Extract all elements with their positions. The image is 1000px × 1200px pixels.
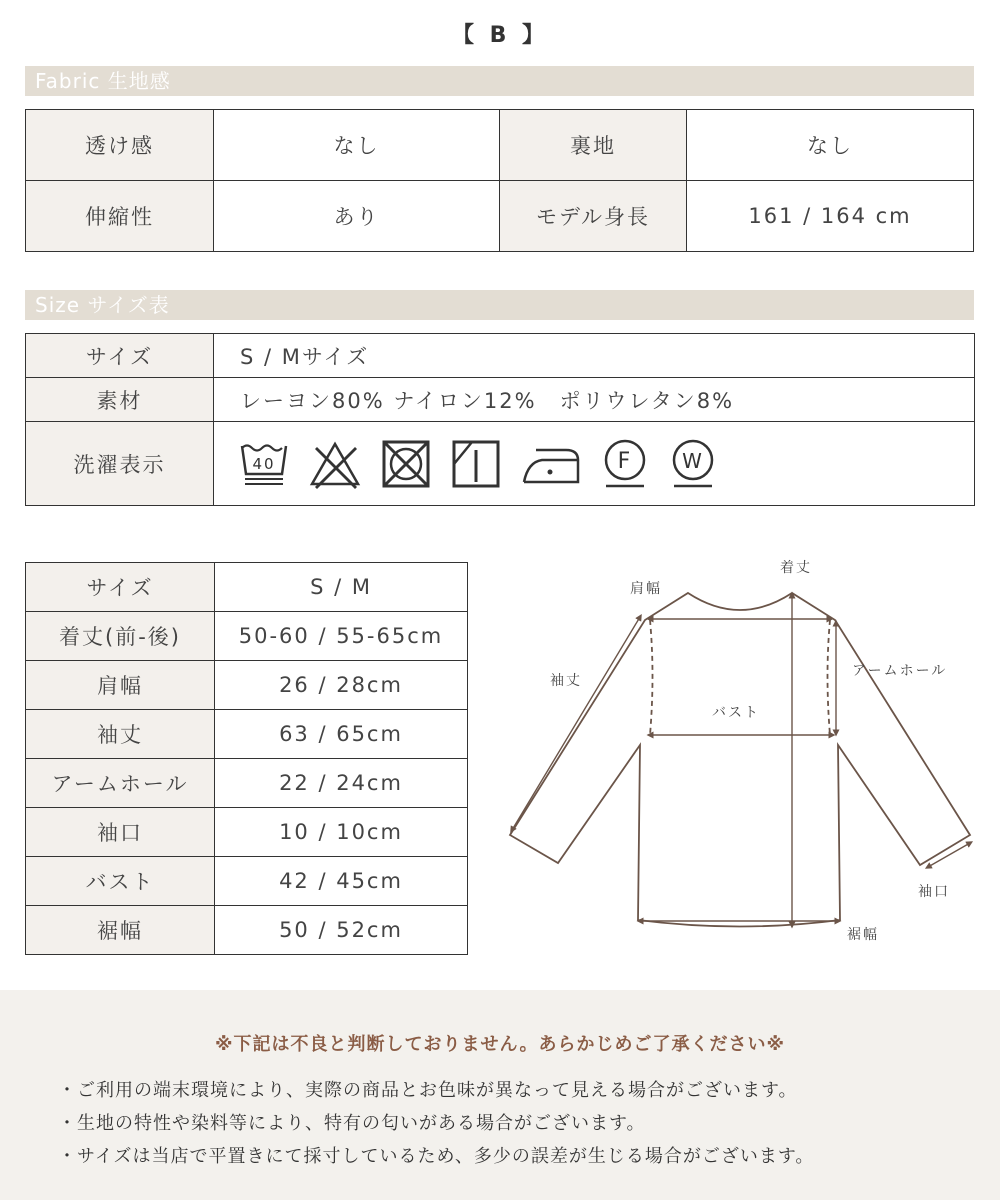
diagram-label-length: 着丈 xyxy=(780,560,812,576)
no-tumble-dry-icon xyxy=(380,438,432,490)
line-dry-shade-icon xyxy=(450,438,502,490)
page-title: 【 B 】 xyxy=(451,23,549,48)
garment-diagram xyxy=(500,545,980,955)
note-line: ・サイズは当店で平置きにて採寸しているため、多少の誤差が生じる場合がございます。 xyxy=(58,1146,815,1167)
garment-outline xyxy=(500,545,980,955)
dim-value: 50 / 52cm xyxy=(215,906,468,955)
no-bleach-icon xyxy=(308,438,362,490)
care-label: 洗濯表示 xyxy=(26,422,214,506)
dim-value: 10 / 10cm xyxy=(215,808,468,857)
dim-label: 裾幅 xyxy=(26,906,215,955)
wet-clean-w-icon xyxy=(668,438,718,490)
table-row xyxy=(26,661,468,710)
diagram-label-sleeve: 袖丈 xyxy=(550,673,582,689)
stretch-value: あり xyxy=(214,181,500,252)
table-row xyxy=(26,563,468,612)
dims-header-label: サイズ xyxy=(26,563,215,612)
care-icons-cell xyxy=(214,422,975,506)
care-icons xyxy=(214,438,974,490)
dims-header-value: S / M xyxy=(215,563,468,612)
dim-label: 肩幅 xyxy=(26,661,215,710)
note-line: ・生地の特性や染料等により、特有の匂いがある場合がございます。 xyxy=(58,1113,646,1134)
dim-value: 22 / 24cm xyxy=(215,759,468,808)
iron-low-icon xyxy=(520,438,582,490)
dim-label: アームホール xyxy=(26,759,215,808)
dim-value: 63 / 65cm xyxy=(215,710,468,759)
wash-40-icon xyxy=(238,438,290,490)
fabric-table xyxy=(25,109,974,252)
dim-label: バスト xyxy=(26,857,215,906)
note-line: ・ご利用の端末環境により、実際の商品とお色味が異なって見える場合がございます。 xyxy=(58,1080,798,1101)
fabric-section-heading: Fabric 生地感 xyxy=(25,66,974,96)
dim-value: 26 / 28cm xyxy=(215,661,468,710)
table-row xyxy=(26,612,468,661)
sheerness-value: なし xyxy=(214,110,500,181)
table-row xyxy=(26,181,974,252)
table-row xyxy=(26,110,974,181)
diagram-label-bust: バスト xyxy=(712,705,760,721)
dry-clean-f-icon xyxy=(600,438,650,490)
wash-temp-text: 40 xyxy=(252,454,276,473)
model-height-value: 161 / 164 cm xyxy=(687,181,974,252)
stretch-label: 伸縮性 xyxy=(26,181,214,252)
dim-label: 着丈(前-後) xyxy=(26,612,215,661)
wet-clean-letter: W xyxy=(682,448,704,473)
size-section-heading: Size サイズ表 xyxy=(25,290,974,320)
dry-clean-letter: F xyxy=(617,448,633,474)
lining-value: なし xyxy=(687,110,974,181)
notes-warning: ※下記は不良と判断しておりません。あらかじめご了承ください※ xyxy=(214,1034,786,1055)
dim-value: 50-60 / 55-65cm xyxy=(215,612,468,661)
table-row xyxy=(26,808,468,857)
diagram-label-armhole: アームホール xyxy=(852,663,948,679)
material-label: 素材 xyxy=(26,378,214,422)
size-label: サイズ xyxy=(26,334,214,378)
dim-label: 袖丈 xyxy=(26,710,215,759)
diagram-label-shoulder: 肩幅 xyxy=(630,581,662,597)
dim-label: 袖口 xyxy=(26,808,215,857)
material-value: レーヨン80% ナイロン12% ポリウレタン8% xyxy=(214,378,975,422)
table-row xyxy=(26,422,975,506)
size-info-table xyxy=(25,333,975,506)
lining-label: 裏地 xyxy=(500,110,687,181)
sheerness-label: 透け感 xyxy=(26,110,214,181)
table-row xyxy=(26,710,468,759)
size-value: S / Mサイズ xyxy=(214,334,975,378)
diagram-label-hem: 裾幅 xyxy=(847,927,879,943)
notes-section xyxy=(0,990,1000,1200)
model-height-label: モデル身長 xyxy=(500,181,687,252)
table-row xyxy=(26,378,975,422)
table-row xyxy=(26,906,468,955)
dim-value: 42 / 45cm xyxy=(215,857,468,906)
diagram-label-cuff: 袖口 xyxy=(918,884,950,900)
table-row xyxy=(26,857,468,906)
table-row xyxy=(26,759,468,808)
measurement-table xyxy=(25,562,468,955)
table-row xyxy=(26,334,975,378)
